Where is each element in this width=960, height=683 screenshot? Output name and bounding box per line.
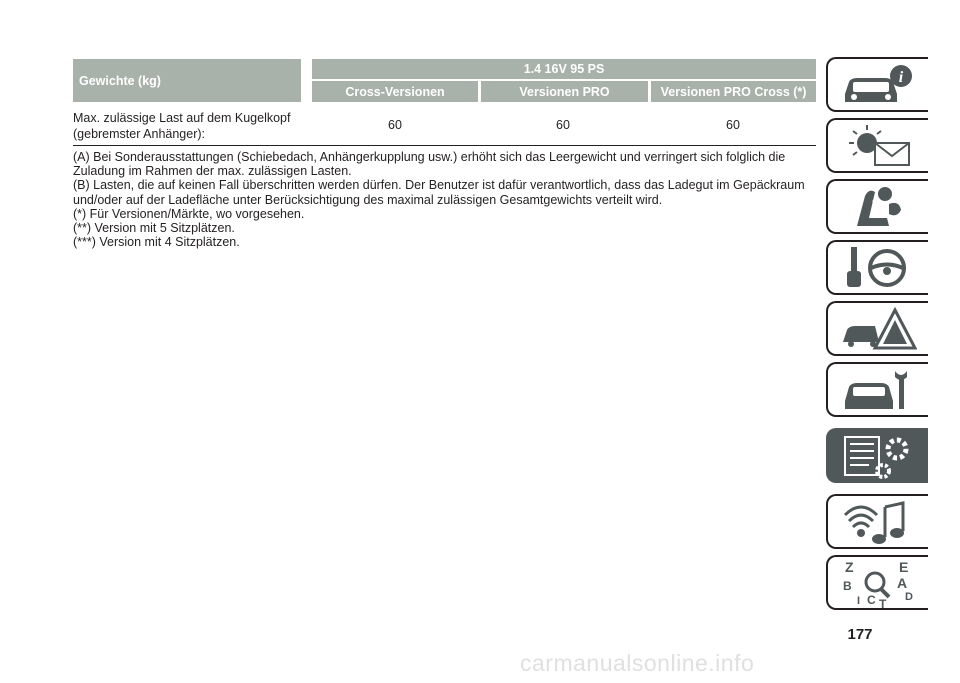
multimedia-icon [839,497,917,547]
header-cross-versions: Cross-Versionen [312,81,478,102]
index-letter-e: E [899,558,909,575]
value-pro: 60 [556,118,570,132]
tab-car-info[interactable] [826,57,928,112]
index-letter-z: Z [845,558,854,575]
footnotes [73,150,818,249]
header-pro-versions: Versionen PRO [481,81,648,102]
key-steering-wheel-icon [839,243,917,293]
table-bottom-rule [73,145,816,146]
note-star-3: (***) Version mit 4 Sitzplätzen. [73,235,240,250]
note-a: (A) Bei Sonderausstattungen (Schiebedach, Anhängerkupplung usw.) erhöht sich das Leergewicht und verringert sich folglich die Zuladung im Rahmen der max. zulässigen Lasten. [73,150,786,179]
warning-lights-message-icon [839,121,917,171]
specifications-gears-icon [839,431,917,481]
header-engine: 1.4 16V 95 PS [312,59,816,79]
note-star-1: (*) Für Versionen/Märkte, wo vorgesehen. [73,206,305,221]
note-star-2: (**) Version mit 5 Sitzplätzen. [73,221,235,236]
index-letter-i: I [857,594,861,607]
alphabetical-index-icon [839,558,917,608]
value-cross: 60 [388,118,402,132]
tab-technical-data[interactable] [826,428,928,483]
value-pro-cross: 60 [726,118,740,132]
row-label-line-2: (gebremster Anhänger): [73,127,206,141]
seat-airbag-icon [839,182,917,232]
tab-emergency[interactable] [826,301,928,356]
note-b: (B) Lasten, die auf keinen Fall überschritten werden dürfen. Der Benutzer ist dafür verantwortlich, dass das Ladegut im Gepäckraum und/oder auf der Ladefläche unter Berücksichtigung des maximal zulässigen Gesamtgewichts verteilt wird. [73,178,805,207]
index-letter-c: C [867,592,876,607]
index-letter-a: A [897,574,908,591]
car-wrench-icon [839,365,917,415]
row-label-line-1: Max. zulässige Last auf dem Kugelkopf [73,111,291,125]
svg-text:i: i [898,68,904,86]
tab-warning-lights[interactable] [826,118,928,173]
tab-maintenance[interactable] [826,362,928,417]
header-pro-cross-versions: Versionen PRO Cross (*) [651,81,816,102]
index-letter-d: D [905,590,913,603]
index-letter-t: T [879,596,887,608]
car-accident-warning-icon [839,304,917,354]
row-label-max-load [73,110,303,142]
watermark: carmanualsonline.info [520,650,755,676]
page-number: 177 [847,626,873,643]
car-info-icon [839,60,917,110]
index-letter-b: B [843,578,852,593]
header-weights: Gewichte (kg) [73,59,301,102]
tab-starting-driving[interactable] [826,240,928,295]
tab-multimedia[interactable] [826,494,928,549]
tab-index[interactable] [826,555,928,610]
tab-safety[interactable] [826,179,928,234]
